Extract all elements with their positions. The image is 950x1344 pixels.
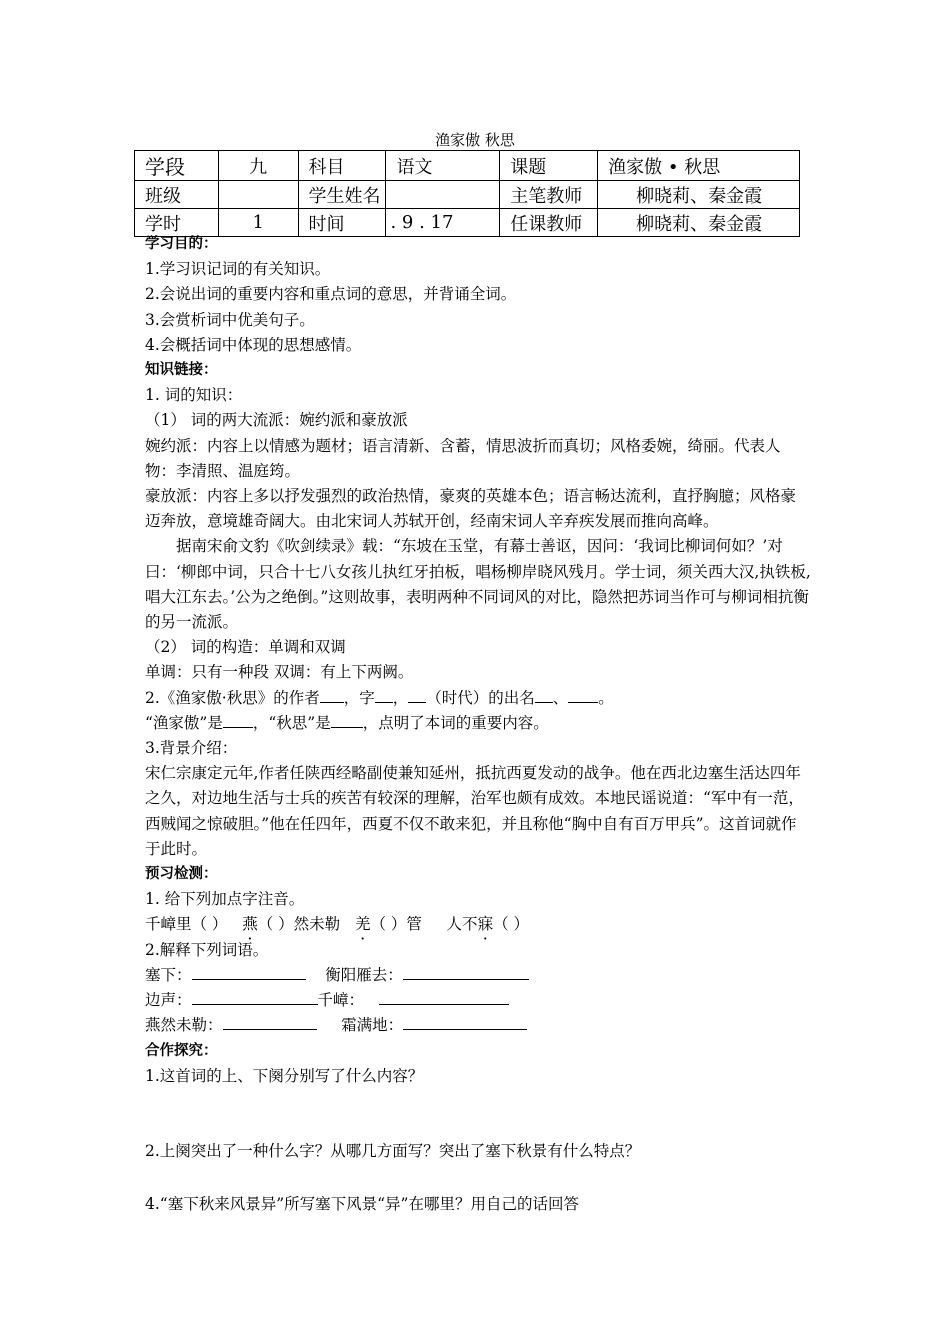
paragraph: 据南宋俞文豹《吹剑续录》载：“东坡在玉堂，有幕士善讴，因问：‘我词比柳词何如？’对曰：‘柳郎中词，只合十七八女孩儿执红牙拍板，唱杨柳岸晓风残月。学士词，须关西大汉,执铁板,唱大江东去。’公为之绝倒。”这则故事，表明两种不同词风的对比，隐然把苏词当作可与柳词相抗衡的另一流派。 xyxy=(145,537,811,632)
table-cell: 柳晓莉、秦金霞 xyxy=(598,209,800,237)
answer-blank[interactable] xyxy=(379,988,509,1005)
answer-space[interactable] xyxy=(145,1089,811,1139)
vocab-line: 燕然未勒： 霜满地： xyxy=(145,1013,811,1038)
goal-item: 3.会赏析词中优美句子。 xyxy=(145,310,315,329)
answer-space[interactable] xyxy=(145,1164,811,1192)
pinyin-question: 千嶂里（ ） 燕（ ）然未勒 羌（ ）管 人不寐（ ） xyxy=(145,915,530,934)
goal-item: 2.会说出词的重要内容和重点词的意思，并背诵全词。 xyxy=(145,285,517,304)
table-cell: 班级 xyxy=(135,181,219,209)
paragraph: 1. 给下列加点字注音。 xyxy=(145,890,305,909)
table-row xyxy=(135,181,800,209)
paragraph: 单调：只有一种段 双调：有上下两阙。 xyxy=(145,663,414,682)
paragraph: 2.解释下列词语。 xyxy=(145,940,269,959)
table-cell: 主笔教师 xyxy=(500,181,598,209)
vocab-line: 塞下： 衡阳雁去： xyxy=(145,963,811,988)
lesson-info-table xyxy=(134,150,800,237)
paragraph: 豪放派：内容上多以抒发强烈的政治热情，豪爽的英雄本色；语言畅达流利，直抒胸臆；风格豪迈奔放，意境雄奇阔大。由北宋词人苏轼开创，经南宋词人辛弃疾发展而推向高峰。 xyxy=(145,487,797,531)
table-cell xyxy=(386,181,500,209)
answer-blank[interactable] xyxy=(192,963,306,980)
table-cell: 渔家傲 • 秋思 xyxy=(598,151,800,181)
table-cell: 课题 xyxy=(500,151,598,181)
section-heading: 学习目的： xyxy=(145,236,218,252)
paragraph: 婉约派：内容上以情感为题材；语言清新、含蓄，情思波折而真切；风格委婉，绮丽。代表人物：李清照、温庭筠。 xyxy=(145,436,781,480)
dotted-char: 羌 xyxy=(354,915,371,934)
table-cell: 时间 xyxy=(298,209,386,237)
table-cell: 学时 xyxy=(135,209,219,237)
table-cell: 学段 xyxy=(135,151,219,181)
question: 2.上阕突出了一种什么字？从哪几方面写？突出了塞下秋景有什么特点？ xyxy=(145,1141,641,1160)
vocab-line: 边声： 千嶂： xyxy=(145,988,811,1013)
table-cell: . 9 . 17 xyxy=(386,209,500,237)
table-cell: 学生姓名 xyxy=(298,181,386,209)
section-heading: 合作探究： xyxy=(145,1042,218,1059)
paragraph: 1. 词的知识： xyxy=(145,386,243,405)
dotted-char: 寐 xyxy=(477,915,494,934)
answer-blank[interactable] xyxy=(568,686,598,703)
fill-in-question: 2.《渔家傲·秋思》的作者 ，字 ， （时代）的出名 、 。 xyxy=(145,686,811,711)
answer-blank[interactable] xyxy=(535,686,553,703)
fill-in-question: “渔家傲”是 ，“秋思”是 ，点明了本词的重要内容。 xyxy=(145,711,811,736)
question: 4.“塞下秋来风景异”所写塞下风景“异”在哪里？用自己的话回答 xyxy=(145,1195,579,1214)
paragraph: （1） 词的两大流派：婉约派和豪放派 xyxy=(145,411,408,430)
goal-item: 1.学习识记词的有关知识。 xyxy=(145,260,331,279)
goal-item: 4.会概括词中体现的思想感情。 xyxy=(145,335,362,354)
answer-blank[interactable] xyxy=(375,686,393,703)
answer-blank[interactable] xyxy=(403,1013,527,1030)
document-title: 渔家傲 秋思 xyxy=(435,131,515,149)
answer-blank[interactable] xyxy=(320,686,344,703)
table-cell: 九 xyxy=(218,151,298,181)
answer-blank[interactable] xyxy=(331,711,363,728)
answer-blank[interactable] xyxy=(408,686,426,703)
paragraph: 宋仁宗康定元年,作者任陕西经略副使兼知延州，抵抗西夏发动的战争。他在西北边塞生活达四年之久，对边地生活与士兵的疾苦有较深的理解，治军也颇有成效。本地民谣说道：“军中有一范，西贼闻之惊破胆。”他在任四年，西夏不仅不敢来犯，并且称他“胸中自有百万甲兵”。这首词就作于此时。 xyxy=(145,764,804,858)
table-cell: 1 xyxy=(218,209,298,237)
table-cell: 科目 xyxy=(298,151,386,181)
answer-blank[interactable] xyxy=(403,963,529,980)
table-cell: 语文 xyxy=(386,151,500,181)
document-body xyxy=(145,232,811,1217)
answer-blank[interactable] xyxy=(192,988,318,1005)
table-cell: 柳晓莉、秦金霞 xyxy=(598,181,800,209)
paragraph: 3.背景介绍： xyxy=(145,739,238,758)
section-heading: 预习检测： xyxy=(145,866,218,883)
answer-blank[interactable] xyxy=(223,1013,317,1030)
table-cell: 任课教师 xyxy=(500,209,598,237)
dotted-char: 燕 xyxy=(242,915,258,934)
table-row xyxy=(135,151,800,181)
question: 1.这首词的上、下阕分别写了什么内容？ xyxy=(145,1066,424,1085)
table-cell xyxy=(218,181,298,209)
section-heading: 知识链接： xyxy=(145,362,218,379)
answer-blank[interactable] xyxy=(223,711,253,728)
paragraph: （2） 词的构造：单调和双调 xyxy=(145,638,346,657)
